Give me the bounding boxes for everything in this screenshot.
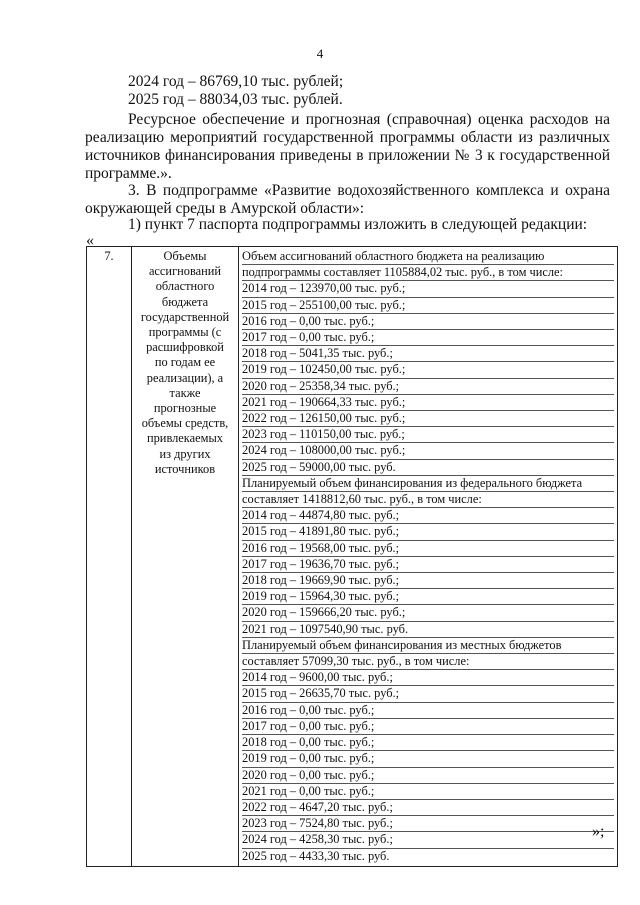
resource-line: реализацию мероприятий государственной программы области из различных (85, 129, 610, 146)
content-line: 2014 год – 123970,00 тыс. руб.; (242, 281, 614, 297)
content-line: 2014 год – 44874,80 тыс. руб.; (242, 508, 614, 524)
passport-table (86, 246, 618, 867)
content-line: составляет 57099,30 тыс. руб., в том числе: (242, 654, 614, 670)
item-3-paragraph (85, 182, 610, 218)
row-number: 7. (87, 247, 132, 867)
content-line: Объем ассигнований областного бюджета на реализацию (242, 249, 614, 265)
label-line: привлекаемых (146, 431, 224, 446)
label-line: расшифровкой (146, 340, 224, 355)
content-line: 2022 год – 4647,20 тыс. руб.; (242, 800, 614, 816)
label-line: бюджета (161, 294, 209, 309)
label-line: объемы средств, (141, 416, 229, 431)
content-line: 2018 год – 19669,90 тыс. руб.; (242, 573, 614, 589)
content-line: 2019 год – 0,00 тыс. руб.; (242, 751, 614, 767)
label-line: по годам ее (154, 355, 216, 370)
content-line: 2016 год – 19568,00 тыс. руб.; (242, 541, 614, 557)
label-line: областного (155, 279, 215, 294)
label-line: из других (159, 446, 211, 461)
label-line: программы (с (148, 325, 222, 340)
label-line: источников (154, 461, 216, 476)
resource-line: Ресурсное обеспечение и прогнозная (справочная) оценка расходов на (128, 111, 610, 128)
content-line: 2025 год – 59000,00 тыс. руб. (242, 460, 614, 476)
open-quote: « (86, 232, 94, 249)
item-3-1-paragraph (128, 216, 608, 234)
resource-paragraph (85, 111, 610, 183)
year-2024-line: 2024 год – 86769,10 тыс. рублей; (128, 73, 344, 90)
content-line: 2021 год – 0,00 тыс. руб.; (242, 784, 614, 800)
content-line: 2023 год – 110150,00 тыс. руб.; (242, 427, 614, 443)
table-row (87, 247, 618, 867)
content-line: 2017 год – 0,00 тыс. руб.; (242, 719, 614, 735)
label-line: реализации), а (146, 370, 224, 385)
content-line: 2023 год – 7524,80 тыс. руб.; (242, 816, 614, 832)
content-line: 2019 год – 15964,30 тыс. руб.; (242, 589, 614, 605)
content-line: 2021 год – 1097540,90 тыс. руб. (242, 622, 614, 638)
content-line: Планируемый объем финансирования из местных бюджетов (242, 638, 614, 654)
item-3-line: окружающей среды в Амурской области»: (85, 200, 365, 217)
content-line: 2019 год – 102450,00 тыс. руб.; (242, 362, 614, 378)
content-line: 2020 год – 25358,34 тыс. руб.; (242, 379, 614, 395)
close-quote: »; (592, 823, 605, 840)
content-line: 2016 год – 0,00 тыс. руб.; (242, 314, 614, 330)
row-content (239, 247, 618, 867)
content-line: 2016 год – 0,00 тыс. руб.; (242, 703, 614, 719)
content-line: 2024 год – 108000,00 тыс. руб.; (242, 443, 614, 459)
content-line: 2018 год – 0,00 тыс. руб.; (242, 735, 614, 751)
content-line: 2015 год – 41891,80 тыс. руб.; (242, 524, 614, 540)
content-line: 2014 год – 9600,00 тыс. руб.; (242, 670, 614, 686)
top-lines (128, 73, 608, 109)
content-line: 2024 год – 4258,30 тыс. руб.; (242, 832, 614, 848)
label-line: также (169, 385, 201, 400)
label-line: ассигнований (148, 264, 222, 279)
content-line: 2015 год – 255100,00 тыс. руб.; (242, 298, 614, 314)
content-line: 2020 год – 0,00 тыс. руб.; (242, 768, 614, 784)
row-label (132, 247, 239, 867)
content-line: 2018 год – 5041,35 тыс. руб.; (242, 346, 614, 362)
item-3-line: 3. В подпрограмме «Развитие водохозяйственного комплекса и охрана (128, 182, 610, 199)
content-line: составляет 1418812,60 тыс. руб., в том числе: (242, 492, 614, 508)
item-3-1-line: 1) пункт 7 паспорта подпрограммы изложить в следующей редакции: (128, 216, 588, 233)
content-line: 2021 год – 190664,33 тыс. руб.; (242, 395, 614, 411)
year-2025-line: 2025 год – 88034,03 тыс. рублей. (128, 91, 343, 108)
content-line: 2017 год – 19636,70 тыс. руб.; (242, 557, 614, 573)
label-line: Объемы (163, 249, 207, 263)
content-line: Планируемый объем финансирования из федерального бюджета (242, 476, 614, 492)
label-line: прогнозные (153, 401, 217, 416)
content-line: 2015 год – 26635,70 тыс. руб.; (242, 686, 614, 702)
resource-line: источников финансирования приведены в приложении № 3 к государственной (85, 147, 610, 164)
label-line: государственной (140, 309, 230, 324)
page-number: 4 (316, 46, 324, 61)
content-line: 2020 год – 159666,20 тыс. руб.; (242, 605, 614, 621)
resource-line: программе.». (85, 165, 172, 182)
content-line: 2017 год – 0,00 тыс. руб.; (242, 330, 614, 346)
content-line: подпрограммы составляет 1105884,02 тыс. руб., в том числе: (242, 265, 614, 281)
content-line: 2025 год – 4433,30 тыс. руб. (242, 848, 390, 863)
content-line: 2022 год – 126150,00 тыс. руб.; (242, 411, 614, 427)
